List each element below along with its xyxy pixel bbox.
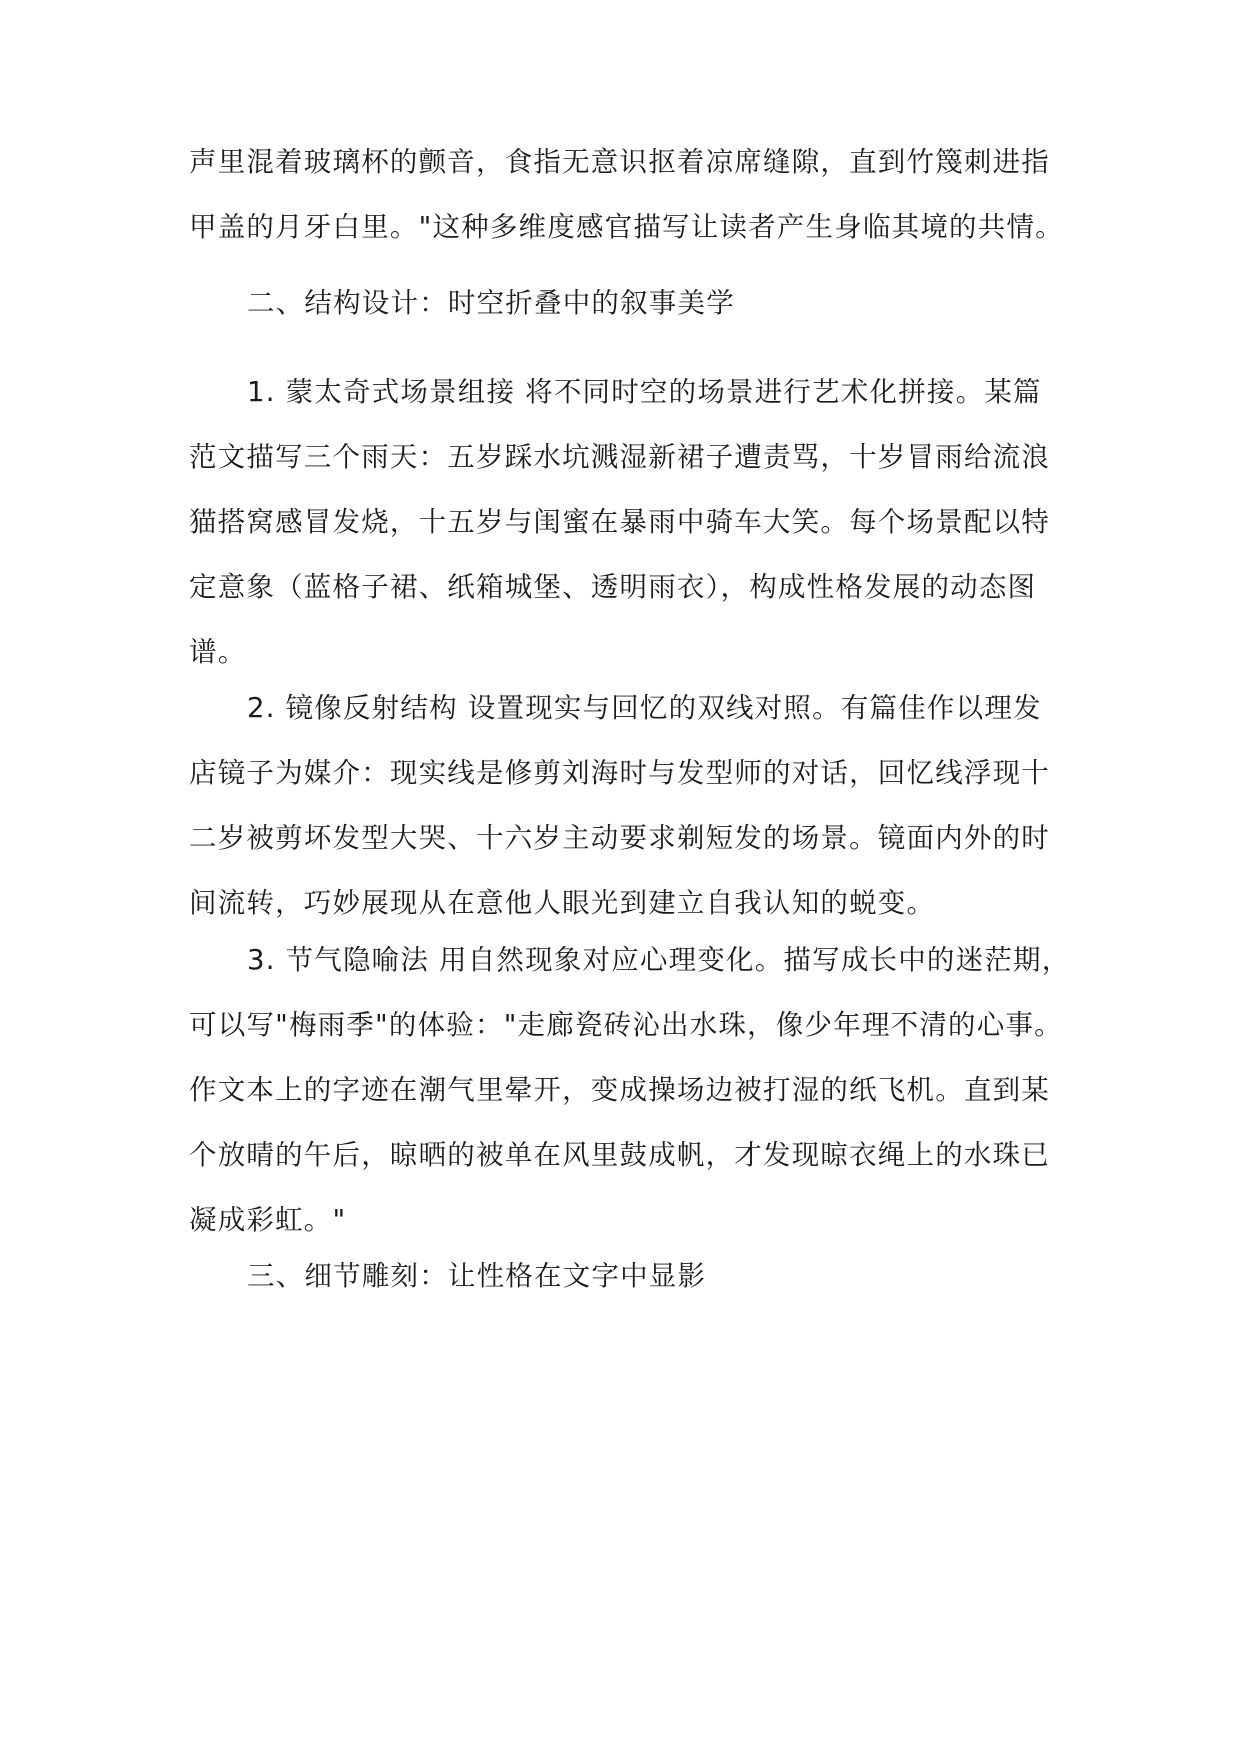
paragraph-solar-term: [189, 928, 1069, 1253]
text-line: 猫搭窝感冒发烧，十五岁与闺蜜在暴雨中骑车大笑。每个场景配以特: [189, 506, 1050, 538]
heading-line: 二、结构设计：时空折叠中的叙事美学: [247, 287, 735, 319]
text-line: 间流转，巧妙展现从在意他人眼光到建立自我认知的蜕变。: [189, 887, 936, 919]
text-line: 1. 蒙太奇式场景组接 将不同时空的场景进行艺术化拼接。某篇: [247, 376, 1042, 408]
text-line: 二岁被剪坏发型大哭、十六岁主动要求剃短发的场景。镜面内外的时: [189, 822, 1050, 854]
text-line: 范文描写三个雨天：五岁踩水坑溅湿新裙子遭责骂，十岁冒雨给流浪: [189, 441, 1050, 473]
paragraph-body-continuation: [189, 130, 1069, 260]
text-line: 声里混着玻璃杯的颤音，食指无意识抠着凉席缝隙，直到竹篾刺进指: [189, 146, 1050, 178]
heading-line: 三、细节雕刻：让性格在文字中显影: [247, 1260, 707, 1292]
text-line: 店镜子为媒介：现实线是修剪刘海时与发型师的对话，回忆线浮现十: [189, 757, 1050, 789]
text-line: 谱。: [189, 636, 247, 668]
section-heading-details: [189, 1244, 1069, 1309]
text-line: 作文本上的字迹在潮气里晕开，变成操场边被打湿的纸飞机。直到某: [189, 1074, 1050, 1106]
text-line: 可以写"梅雨季"的体验："走廊瓷砖沁出水珠，像少年理不清的心事。: [189, 1009, 1063, 1041]
section-heading-structure: [189, 271, 1069, 336]
paragraph-mirror: [189, 676, 1069, 936]
paragraph-montage: [189, 360, 1069, 685]
text-line: 甲盖的月牙白里。"这种多维度感官描写让读者产生身临其境的共情。: [189, 211, 1064, 243]
text-line: 个放晴的午后，晾晒的被单在风里鼓成帆，才发现晾衣绳上的水珠已: [189, 1139, 1050, 1171]
text-line: 3. 节气隐喻法 用自然现象对应心理变化。描写成长中的迷茫期，: [247, 944, 1071, 976]
text-line: 定意象（蓝格子裙、纸箱城堡、透明雨衣），构成性格发展的动态图: [189, 571, 1037, 603]
text-line: 凝成彩虹。": [189, 1204, 347, 1236]
text-line: 2. 镜像反射结构 设置现实与回忆的双线对照。有篇佳作以理发: [247, 692, 1042, 724]
